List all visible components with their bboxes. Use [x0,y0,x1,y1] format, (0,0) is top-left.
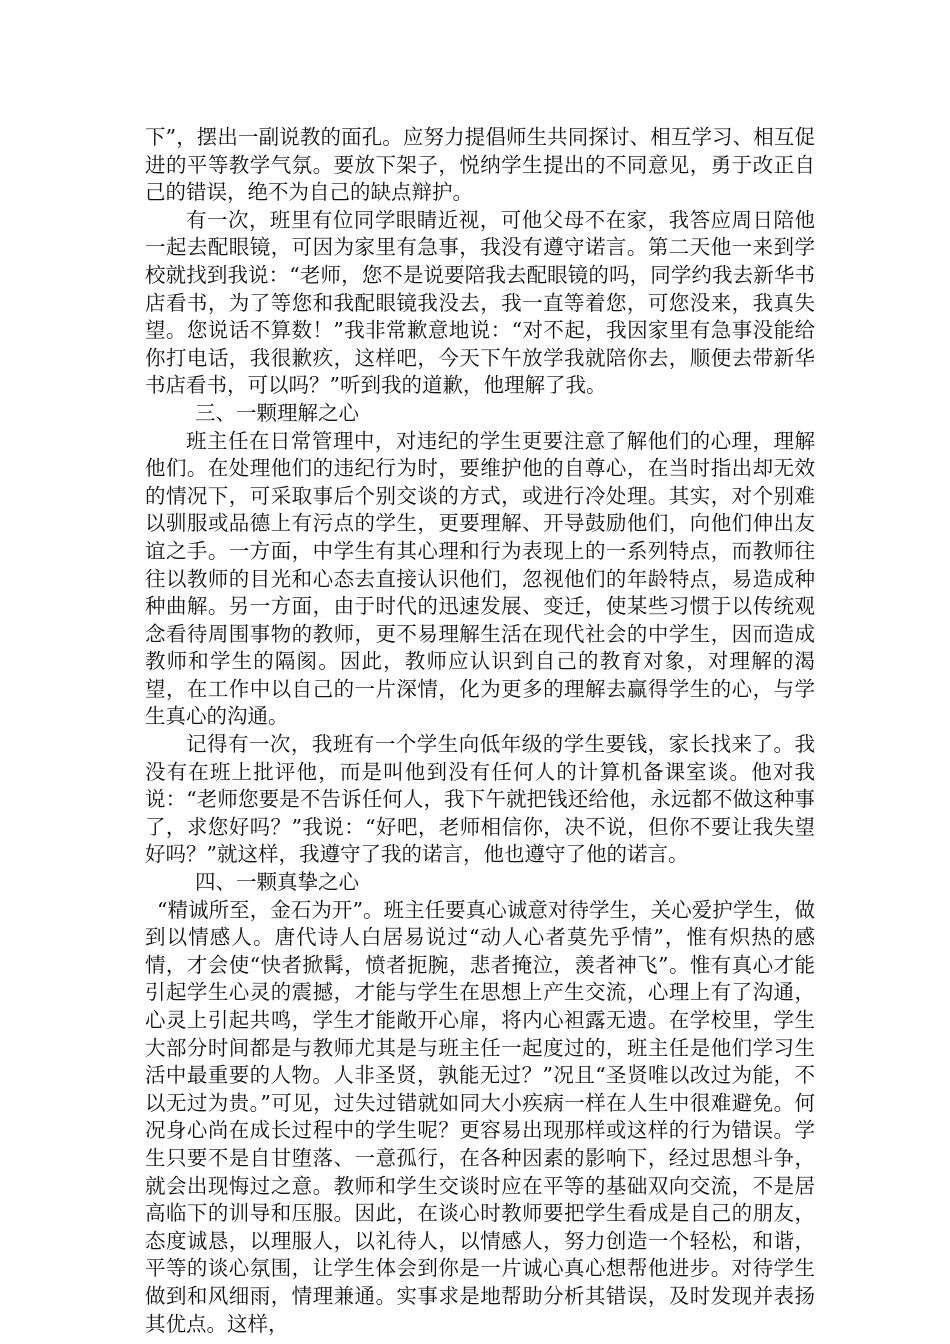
section-heading-understanding: 三、一颗理解之心 [195,400,359,425]
paragraph-continued: 下”，摆出一副说教的面孔。应努力提倡师生共同探讨、相互学习、相互促进的平等教学气氛。要放下架子，悦纳学生提出的不同意见，勇于改正自己的错误，绝不为自己的缺点辩护。 [145,125,815,205]
section-heading-sincerity: 四、一颗真挚之心 [195,870,359,895]
document-page [145,124,815,1338]
paragraph-sincerity: “精诚所至，金石为开”。班主任要真心诚意对待学生，关心爱护学生，做到以情感人。唐代诗人白居易说过“动人心者莫先乎情”，惟有炽热的感情，才会使“快者掀髯，愤者扼腕，悲者掩泣，羡者神飞”。惟有真心才能引起学生心灵的震撼，才能与学生在思想上产生交流，心理上有了沟通，心灵上引起共鸣，学生才能敞开心扉，将内心袒露无遗。在学校里，学生大部分时间都是与教师尤其是与班主任一起度过的，班主任是他们学习生活中最重要的人物。人非圣贤，孰能无过？”况且“圣贤唯以改过为能，不以无过为贵。”可见，过失过错就如同大小疾病一样在人生中很难避免。何况身心尚在成长过程中的学生呢？更容易出现那样或这样的行为错误。学生只要不是自甘堕落、一意孤行，在各种因素的影响下，经过思想斗争，就会出现悔过之意。教师和学生交谈时应在平等的基础双向交流，不是居高临下的训导和压服。因此，在谈心时教师要把学生看成是自己的朋友，态度诚恳，以理服人，以礼待人，以情感人，努力创造一个轻松，和谐，平等的谈心氛围，让学生体会到你是一片诚心真心想帮他进步。对待学生做到和风细雨，情理兼通。实事求是地帮助分析其错误，及时发现并表扬其优点。这样， [145,897,815,1336]
paragraph-understanding: 班主任在日常管理中，对违纪的学生更要注意了解他们的心理，理解他们。在处理他们的违纪行为时，要维护他的自尊心，在当时指出却无效的情况下，可采取事后个别交谈的方式，或进行冷处理。其实，对个别难以驯服或品德上有污点的学生，更要理解、开导鼓励他们，向他们伸出友谊之手。一方面，中学生有其心理和行为表现上的一系列特点，而教师往往以教师的目光和心态去直接认识他们，忽视他们的年龄特点，易造成种种曲解。另一方面，由于时代的迅速发展、变迁，使某些习惯于以传统观念看待周围事物的教师，更不易理解生活在现代社会的中学生，因而造成教师和学生的隔阂。因此，教师应认识到自己的教育对象，对理解的渴望，在工作中以自己的一片深情，化为更多的理解去赢得学生的心，与学生真心的沟通。 [145,428,815,729]
paragraph-promise-story: 有一次，班里有位同学眼睛近视，可他父母不在家，我答应周日陪他一起去配眼镜，可因为家里有急事，我没有遵守诺言。第二天他一来到学校就找到我说：“老师，您不是说要陪我去配眼镜的吗，同学约我去新华书店看书，为了等您和我配眼镜我没去，我一直等着您，可您没来，我真失望。您说话不算数！”我非常歉意地说：“对不起，我因家里有急事没能给你打电话，我很歉疚，这样吧，今天下午放学我就陪你去，顺便去带新华书店看书，可以吗？”听到我的道歉，他理解了我。 [145,207,815,398]
paragraph-money-story: 记得有一次，我班有一个学生向低年级的学生要钱，家长找来了。我没有在班上批评他，而是叫他到没有任何人的计算机备课室谈。他对我说：“老师您要是不告诉任何人，我下午就把钱还给他，永远都不做这种事了，求您好吗？”我说：“好吧，老师相信你，决不说，但你不要让我失望好吗？”就这样，我遵守了我的诺言，他也遵守了他的诺言。 [145,732,815,867]
